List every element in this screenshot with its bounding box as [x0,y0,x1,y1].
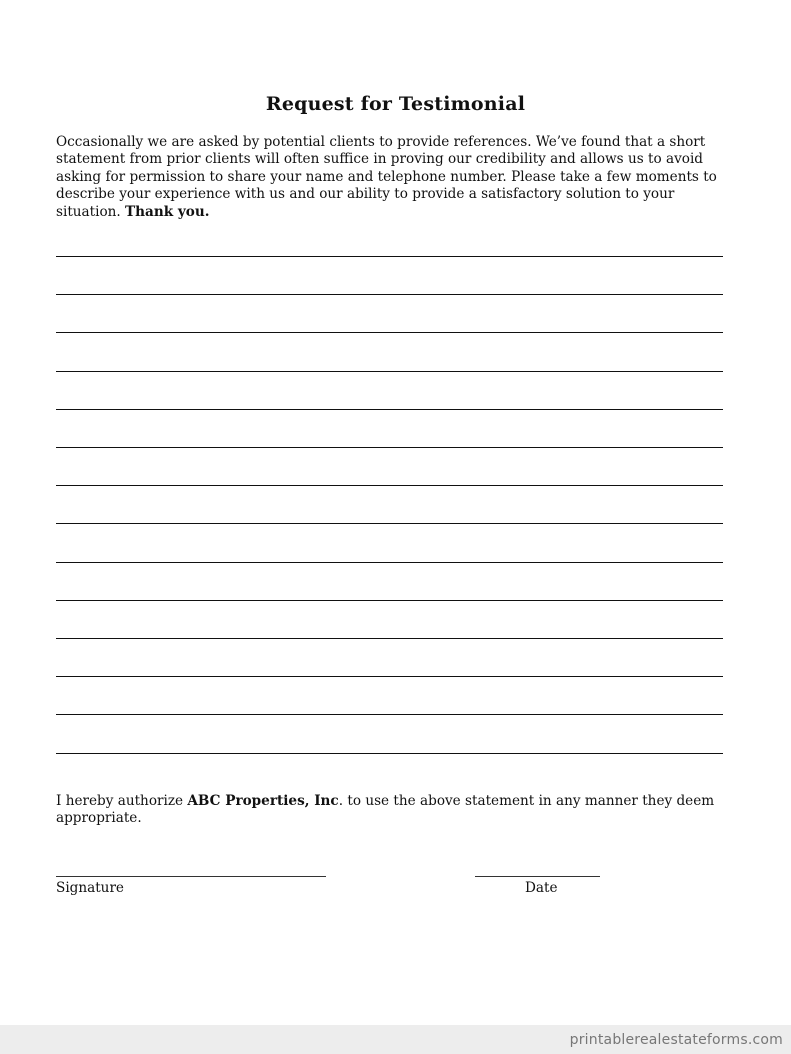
date-line[interactable] [475,876,600,877]
writing-line[interactable] [56,523,723,524]
writing-line[interactable] [56,256,723,257]
authorization-paragraph [56,793,736,828]
signature-line[interactable] [56,876,326,877]
authorization-prefix: I hereby authorize [56,793,188,809]
writing-line[interactable] [56,714,723,715]
writing-line[interactable] [56,332,723,333]
writing-line[interactable] [56,447,723,448]
intro-thanks: Thank you. [125,203,210,220]
writing-line[interactable] [56,485,723,486]
writing-line[interactable] [56,676,723,677]
date-label: Date [525,880,558,896]
intro-paragraph [56,134,736,221]
writing-line[interactable] [56,409,723,410]
writing-line[interactable] [56,638,723,639]
writing-line[interactable] [56,294,723,295]
site-watermark: printablerealestateforms.com [569,1032,783,1048]
writing-line[interactable] [56,600,723,601]
writing-line[interactable] [56,562,723,563]
page-title: Request for Testimonial [265,93,526,115]
footer-bar [0,1025,791,1054]
writing-line[interactable] [56,371,723,372]
company-name: ABC Properties, Inc [187,793,339,809]
authorization-suffix: . to use the above statement in any manner they deem appropriate. [56,793,715,827]
signature-label: Signature [56,880,124,896]
intro-text: Occasionally we are asked by potential clients to provide references. We’ve found that a short statement from prior clients will often suffice in proving our credibility and allows us to avoid asking for permission to share your name and telephone number. Please take a few moments to describe your experience with us and our ability to provide a satisfactory solution to your situation. [56,134,717,220]
writing-line[interactable] [56,753,723,754]
